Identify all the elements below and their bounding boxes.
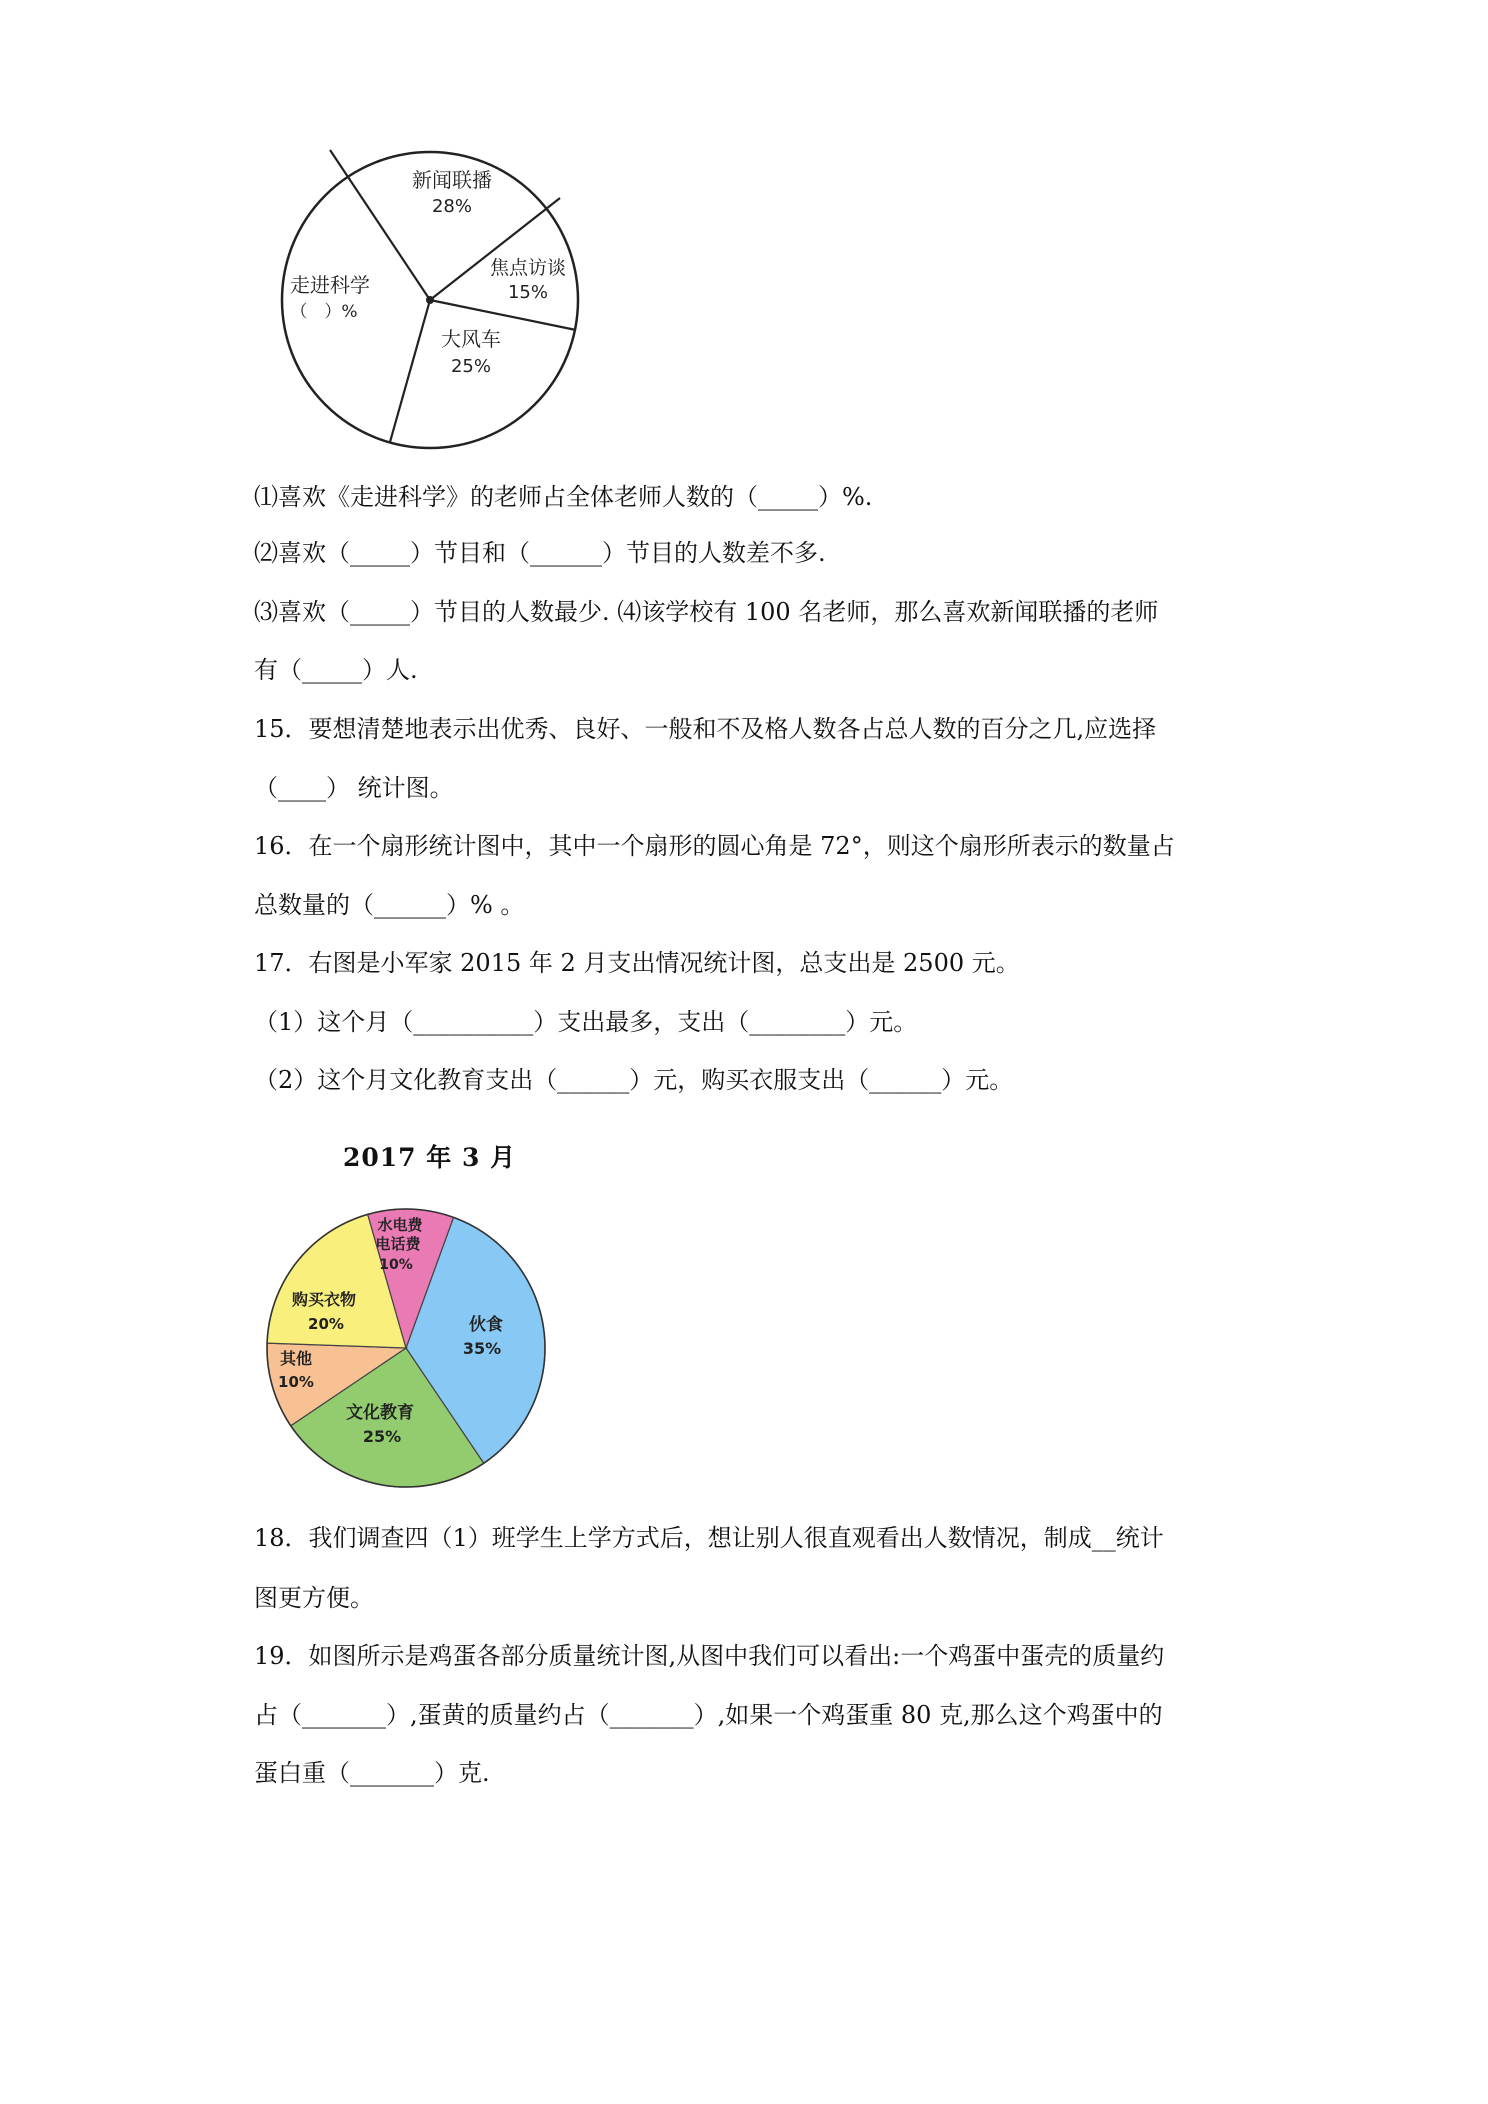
slice-value: 20% <box>308 1315 344 1333</box>
slice-label: 其他 <box>279 1349 313 1368</box>
q14-part-2: ⑵喜欢（_____）节目和（______）节目的人数差不多. <box>254 539 826 567</box>
q14-part-3: ⑶喜欢（_____）节目的人数最少. ⑷该学校有 100 名老师，那么喜欢新闻联播的老师 <box>254 598 1159 626</box>
slice-value: 28% <box>431 196 473 217</box>
q17-text: 17．右图是小军家 2015 年 2 月支出情况统计图，总支出是 2500 元。 <box>254 949 1020 977</box>
slice-label: 电话费 <box>375 1235 421 1253</box>
slice-label: 焦点访谈 <box>489 257 567 279</box>
q15-text: 15．要想清楚地表示出优秀、良好、一般和不及格人数各占总人数的百分之几,应选择 <box>254 715 1157 743</box>
q17-part-1: （1）这个月（__________）支出最多，支出（________）元。 <box>254 1008 918 1036</box>
slice-label: 水电费 <box>377 1216 423 1234</box>
slice-value: 25% <box>362 1427 402 1446</box>
q17-part-2: （2）这个月文化教育支出（______）元，购买衣服支出（______）元。 <box>254 1066 1014 1094</box>
q14-part-3-cont: 有（_____）人. <box>254 656 418 684</box>
q19-text-cont: 占（_______）,蛋黄的质量约占（_______）,如果一个鸡蛋重 80 克,那么这个鸡蛋中的 <box>254 1701 1163 1729</box>
slice-value: 35% <box>462 1339 502 1358</box>
pie-center-dot <box>426 296 434 304</box>
q18-text: 18．我们调查四（1）班学生上学方式后，想让别人很直观看出人数情况，制成__统计 <box>254 1524 1164 1552</box>
slice-label: 走进科学 <box>290 273 370 297</box>
slice-value: （ ）% <box>290 302 358 322</box>
slice-label: 购买衣物 <box>291 1290 357 1309</box>
slice-label: 大风车 <box>441 327 501 351</box>
expense-pie-chart <box>256 1198 556 1498</box>
expense-chart-title: 2017 年 3 月 <box>343 1143 517 1172</box>
q18-text-cont: 图更方便。 <box>254 1584 374 1612</box>
q14-part-1: ⑴喜欢《走进科学》的老师占全体老师人数的（_____）%. <box>254 483 873 511</box>
slice-label: 文化教育 <box>346 1403 414 1423</box>
slice-value: 25% <box>450 356 492 377</box>
slice-value: 10% <box>278 1373 314 1391</box>
q16-text: 16．在一个扇形统计图中，其中一个扇形的圆心角是 72°，则这个扇形所表示的数量占 <box>254 832 1175 860</box>
q16-text-cont: 总数量的（______）% 。 <box>254 891 525 919</box>
q15-text-cont: （____） 统计图。 <box>254 774 454 802</box>
slice-label: 伙食 <box>469 1315 503 1335</box>
slice-value: 15% <box>507 282 549 303</box>
slice-label: 新闻联播 <box>412 168 492 192</box>
q19-text: 19．如图所示是鸡蛋各部分质量统计图,从图中我们可以看出:一个鸡蛋中蛋壳的质量约 <box>254 1642 1165 1670</box>
q19-text-cont-2: 蛋白重（_______）克. <box>254 1759 490 1787</box>
slice-value: 10% <box>379 1257 413 1273</box>
tv-program-pie-chart <box>262 140 602 460</box>
